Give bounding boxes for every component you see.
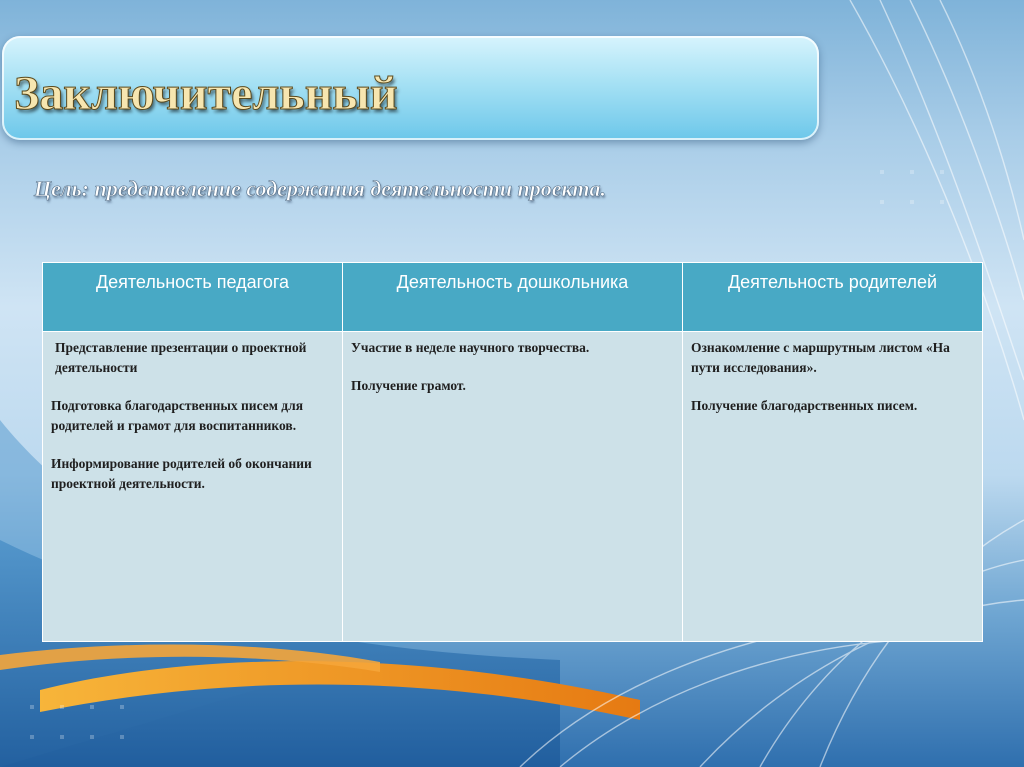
activities-table bbox=[42, 262, 983, 642]
slide-title: Заключительный bbox=[14, 67, 398, 120]
list-item: Получение грамот. bbox=[351, 378, 466, 393]
table-header-row bbox=[43, 263, 983, 332]
list-item: Представление презентации о проектной деятельности bbox=[55, 340, 307, 375]
parents-activities-cell bbox=[683, 332, 983, 642]
list-item: Ознакомление с маршрутным листом «На пути исследования». bbox=[691, 340, 950, 375]
list-item: Информирование родителей об окончании проектной деятельности. bbox=[51, 456, 312, 491]
header-parents: Деятельность родителей bbox=[683, 263, 983, 332]
slide-goal: Цель: представление содержания деятельности проекта. bbox=[34, 176, 607, 201]
teacher-activities-cell bbox=[43, 332, 343, 642]
table-row bbox=[43, 332, 983, 642]
list-item: Участие в неделе научного творчества. bbox=[351, 340, 590, 355]
header-preschooler: Деятельность дошкольника bbox=[343, 263, 683, 332]
list-item: Получение благодарственных писем. bbox=[691, 398, 918, 413]
header-teacher: Деятельность педагога bbox=[43, 263, 343, 332]
preschooler-activities-cell bbox=[343, 332, 683, 642]
list-item: Подготовка благодарственных писем для родителей и грамот для воспитанников. bbox=[51, 398, 304, 433]
